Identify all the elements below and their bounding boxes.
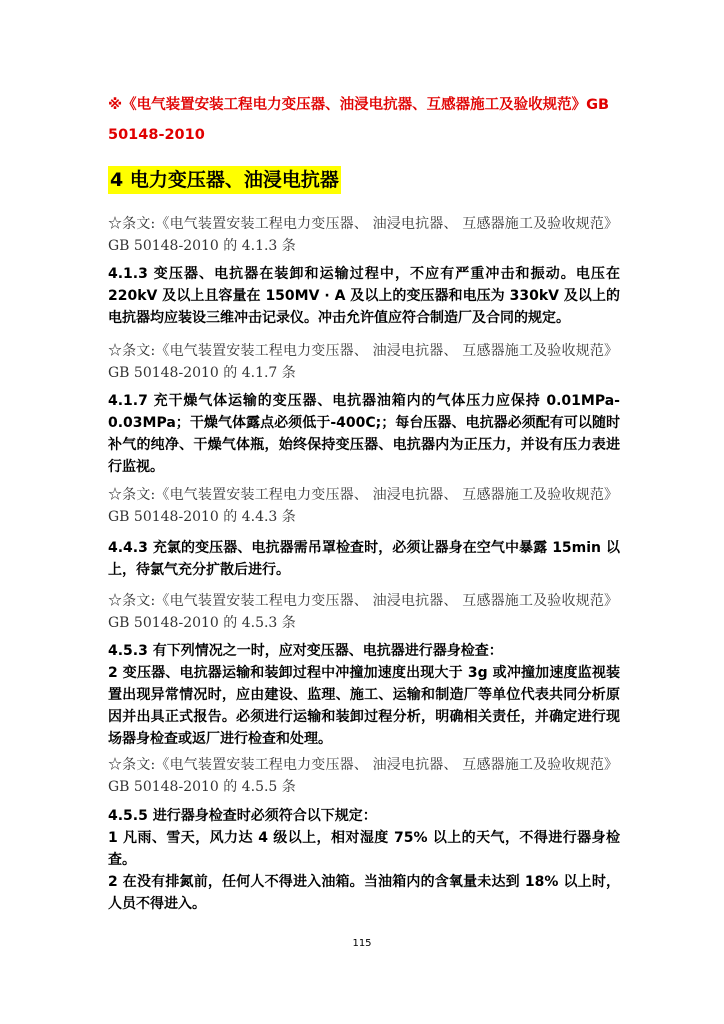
clause-paragraph: 4.1.3 变压器、电抗器在装卸和运输过程中，不应有严重冲击和振动。电压在 220kV 及以上且容量在 150MV · A 及以上的变压器和电压为 330kV 及以上的电抗器均应装设三维冲击记录仪。冲击允许值应符合制造厂及合同的规定。 [108,266,620,326]
page-number: 115 [352,938,372,949]
clause-paragraph: 4.1.7 充干燥气体运输的变压器、电抗器油箱内的气体压力应保持 0.01MPa-0.03MPa；干燥气体露点必须低于-400C;；每台压器、电抗器必须配有可以随时补气的纯净、干燥气体瓶，始终保持变压器、电抗器内为正压力，并设有压力表进行监视。 [108,393,620,475]
clause-paragraph: 1 凡雨、雪天，风力达 4 级以上，相对湿度 75% 以上的天气，不得进行器身检查。 [108,830,620,868]
document-title: ※《电气装置安装工程电力变压器、油浸电抗器、互感器施工及验收规范》GB 50148-2010 [108,97,610,143]
clause-text [108,805,620,915]
chapter-heading: 4 电力变压器、油浸电抗器 [108,166,341,194]
clause-text [108,537,620,581]
clause-reference: ☆条文:《电气装置安装工程电力变压器、 油浸电抗器、 互感器施工及验收规范》GB 50148-2010 的 4.1.7 条 [108,343,618,381]
clause-text [108,390,620,478]
clause-paragraph: 4.5.3 有下列情况之一时，应对变压器、电抗器进行器身检查： [108,643,503,659]
clause-text [108,640,620,750]
clause-reference: ☆条文:《电气装置安装工程电力变压器、 油浸电抗器、 互感器施工及验收规范》GB 50148-2010 的 4.4.3 条 [108,487,618,525]
clause-paragraph: 2 在没有排氮前，任何人不得进入油箱。当油箱内的含氧量未达到 18% 以上时，人员不得进入。 [108,874,620,912]
clause-paragraph: 2 变压器、电抗器运输和装卸过程中冲撞加速度出现大于 3g 或冲撞加速度监视装置出现异常情况时，应由建设、监理、施工、运输和制造厂等单位代表共同分析原因并出具正式报告。必须进行运输和装卸过程分析，明确相关责任，并确定进行现场器身检查或返厂进行检查和处理。 [108,665,620,747]
clause-reference: ☆条文:《电气装置安装工程电力变压器、 油浸电抗器、 互感器施工及验收规范》GB 50148-2010 的 4.1.3 条 [108,216,618,254]
clause-reference: ☆条文:《电气装置安装工程电力变压器、 油浸电抗器、 互感器施工及验收规范》GB 50148-2010 的 4.5.5 条 [108,757,618,795]
clause-paragraph: 4.5.5 进行器身检查时必须符合以下规定： [108,808,377,824]
clause-paragraph: 4.4.3 充氯的变压器、电抗器需吊罩检查时，必须让器身在空气中暴露 15min 以上，待氯气充分扩散后进行。 [108,540,620,578]
clause-text [108,263,620,329]
clause-reference: ☆条文:《电气装置安装工程电力变压器、 油浸电抗器、 互感器施工及验收规范》GB 50148-2010 的 4.5.3 条 [108,593,618,631]
